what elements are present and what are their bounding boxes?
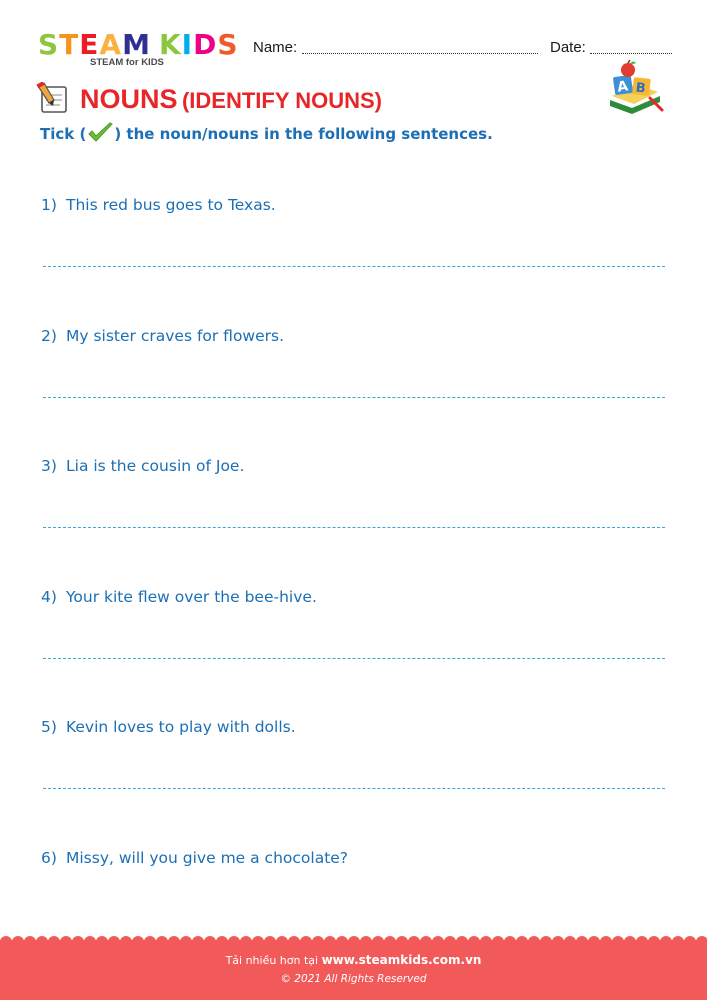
logo-letter: S — [217, 28, 239, 61]
steam-kids-logo — [38, 30, 238, 70]
question-item — [41, 326, 284, 346]
name-label: Name: — [253, 39, 298, 56]
footer-prefix: Tải nhiều hơn tại — [225, 954, 322, 967]
logo-letter: S — [38, 28, 60, 61]
logo-letter: A — [99, 28, 123, 61]
logo-letter: D — [193, 28, 218, 61]
logo-letter — [151, 30, 159, 60]
question-item — [41, 195, 276, 215]
question-item — [41, 456, 244, 476]
logo-wordmark — [38, 30, 239, 60]
question-number: 4) — [41, 588, 57, 606]
question-item — [41, 717, 296, 737]
svg-text:B: B — [634, 80, 647, 97]
pencil-notepad-icon — [36, 82, 70, 114]
question-number: 1) — [41, 196, 57, 214]
question-number: 6) — [41, 849, 57, 867]
question-text: Kevin loves to play with dolls. — [66, 718, 296, 736]
logo-letter: K — [158, 28, 182, 61]
question-text: Missy, will you give me a chocolate? — [66, 849, 349, 867]
instruction-after: ) the noun/nouns in the following sentences. — [114, 125, 493, 143]
question-item — [41, 587, 317, 607]
worksheet-title-row — [36, 82, 456, 116]
footer-website-link[interactable]: www.steamkids.com.vn — [321, 953, 482, 967]
logo-letter: M — [122, 28, 151, 61]
check-mark-icon — [86, 122, 114, 144]
question-number: 2) — [41, 327, 57, 345]
logo-letter: E — [79, 28, 100, 61]
svg-text:A: A — [616, 78, 630, 96]
page-title — [80, 84, 382, 119]
footer-download-line — [0, 952, 707, 969]
instruction-before: Tick ( — [40, 125, 87, 143]
title-main: NOUNS — [80, 84, 178, 114]
question-item — [41, 848, 348, 868]
abc-book-apple-icon — [606, 60, 664, 114]
logo-letter: T — [59, 28, 80, 61]
instruction-text — [40, 122, 493, 145]
answer-line[interactable] — [43, 788, 665, 789]
question-number: 3) — [41, 457, 57, 475]
question-text: This red bus goes to Texas. — [66, 196, 276, 214]
answer-line[interactable] — [43, 658, 665, 659]
name-field[interactable] — [302, 53, 538, 54]
title-sub: (IDENTIFY NOUNS) — [181, 88, 383, 113]
question-number: 5) — [41, 718, 57, 736]
answer-line[interactable] — [43, 527, 665, 528]
question-text: Lia is the cousin of Joe. — [66, 457, 245, 475]
question-text: Your kite flew over the bee-hive. — [66, 588, 317, 606]
footer — [0, 940, 707, 1000]
question-text: My sister craves for flowers. — [66, 327, 285, 345]
answer-line[interactable] — [43, 266, 665, 267]
date-field[interactable] — [590, 53, 672, 54]
logo-tagline: STEAM for KIDS — [90, 57, 164, 68]
logo-letter: I — [181, 28, 194, 61]
answer-line[interactable] — [43, 397, 665, 398]
date-label: Date: — [550, 39, 586, 56]
footer-copyright: © 2021 All Rights Reserved — [280, 973, 427, 985]
